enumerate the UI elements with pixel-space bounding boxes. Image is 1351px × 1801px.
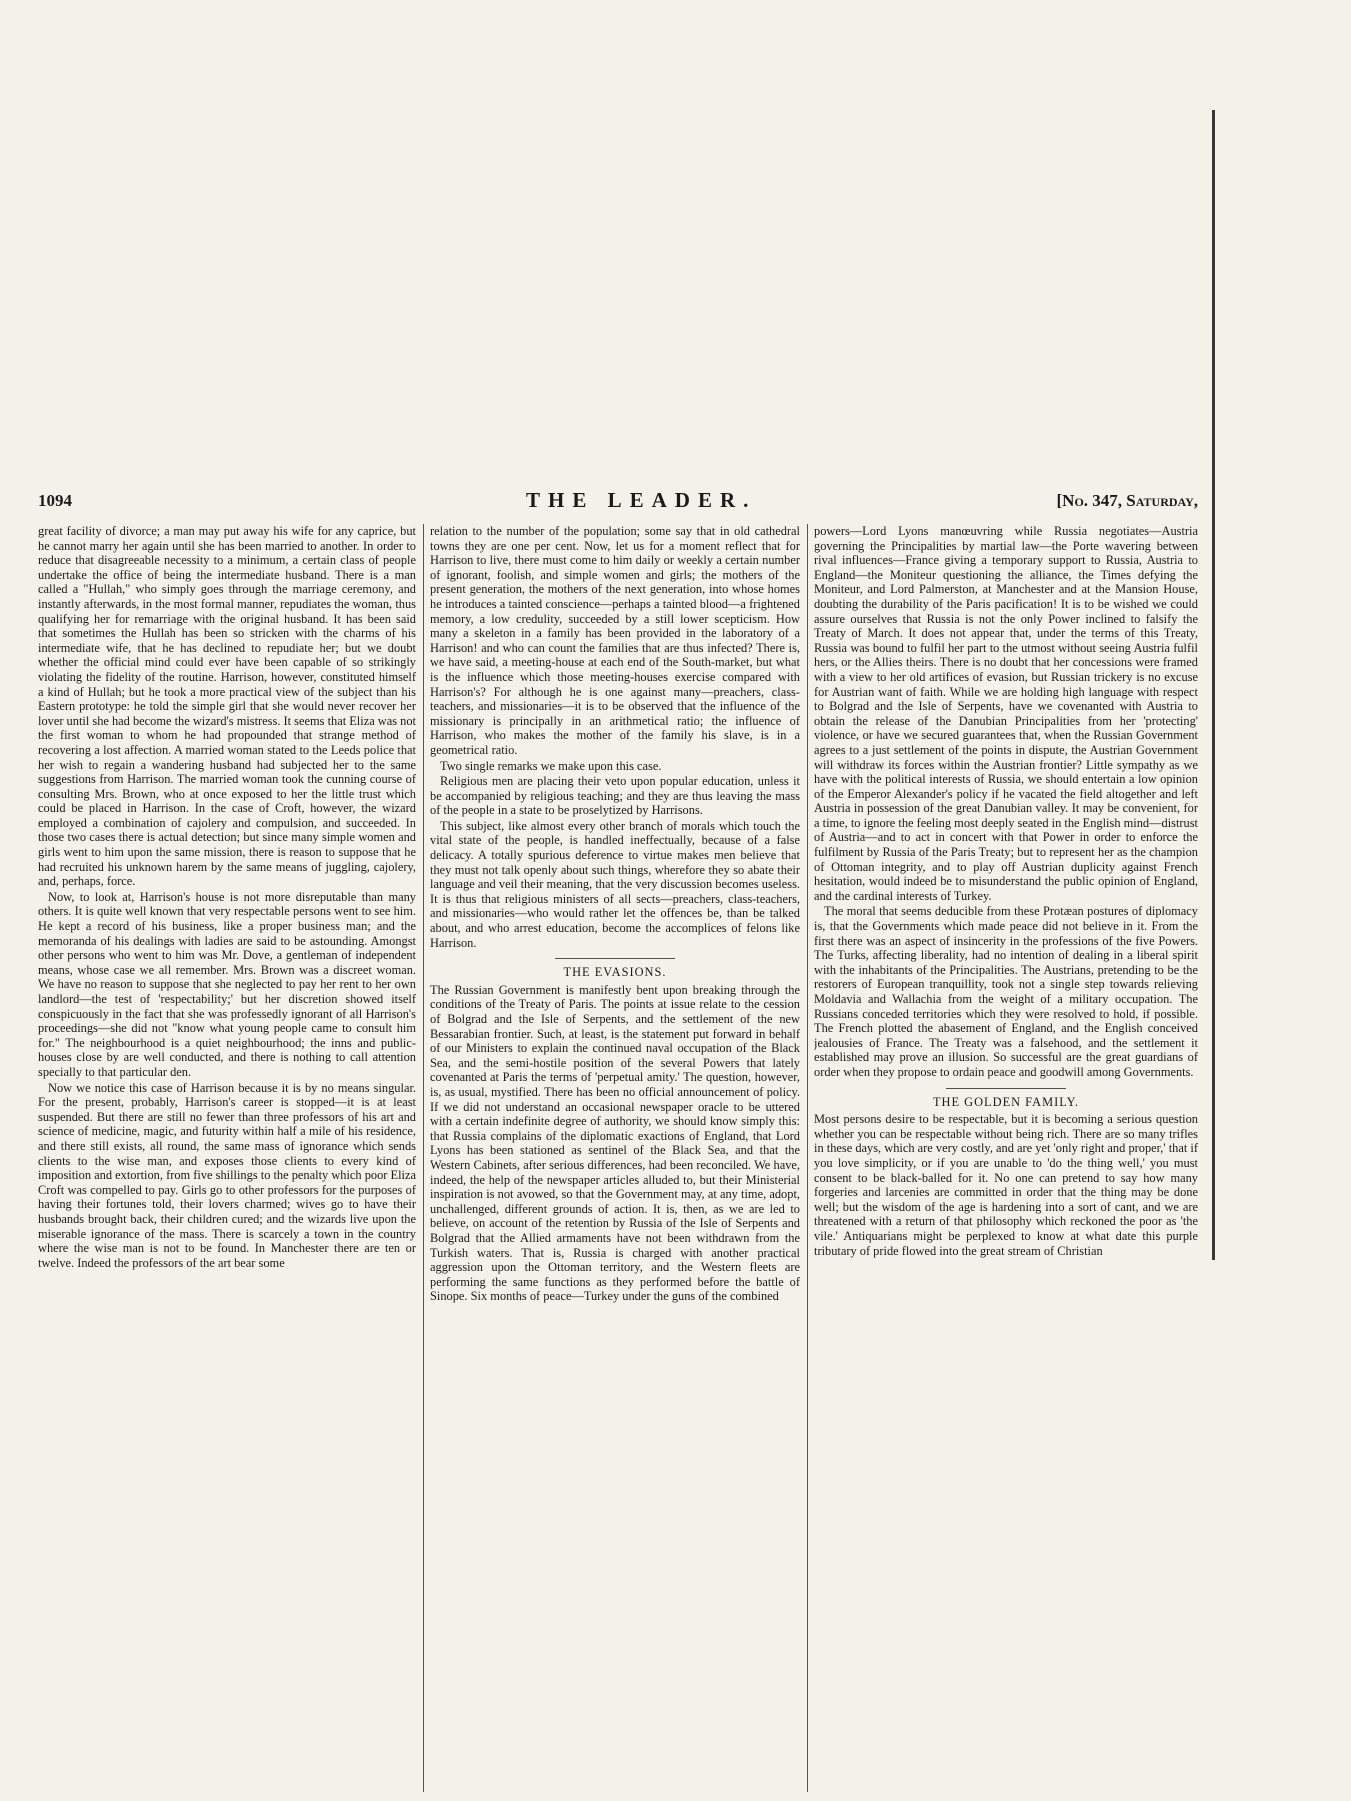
section-divider: [946, 1088, 1066, 1089]
paragraph: The moral that seems deducible from these Protæan postures of diplomacy is, that the Governments which made peace did not believe in it. From the first there was an aspect of insincerity in the professions of the five Powers. The Turks, affecting liberality, had no intention of dealing in a liberal spirit with the inhabitants of the Principalities. The Austrians, pretending to be the restorers of European tranquillity, took not a single step towards relieving Moldavia and Wallachia from the weight of a military occupation. The Russians conceded territories which they were resolved to hold, if possible. The French plotted the abasement of England, and the English conceived jealousies of France. The Treaty was a falsehood, and the settlement it established may prove an illusion. So successful are the great guardians of order when they propose to ordain peace and goodwill among Governments.: [814, 904, 1198, 1079]
paragraph: relation to the number of the population; some say that in old cathedral towns they are one per cent. Now, let us for a moment reflect that for Harrison to live, there must come to him daily or weekly a certain number of ignorant, foolish, and simple women and girls; the mothers of the present generation, the mothers of the next generation, into whose homes he introduces a tainted conscience—perhaps a tainted blood—a frightened memory, a low credulity, succeeded by a still lower scepticism. How many a skeleton in a family has been provided in the laboratory of a Harrison! and who can count the families that are thus infected? There is, we have said, a meeting-house at each end of the South-market, but what is the influence which those meeting-houses exercise compared with Harrison's? For although he is one against many—preachers, class-teachers, and missionaries—it is to be observed that the influence of the missionary is principally in an arithmetical ratio; the influence of Harrison, who makes the mother of the family his slave, is in a geometrical ratio.: [430, 524, 800, 757]
section-heading-golden-family: THE GOLDEN FAMILY.: [932, 1094, 1080, 1109]
paragraph: Two single remarks we make upon this case.: [440, 758, 662, 773]
paragraph: This subject, like almost every other branch of morals which touch the vital state of the people, is handled ineffectually, because of a false delicacy. A totally spurious deference to virtue makes men believe that they must not talk openly about such things, wherefore they so abate their language and veil their meaning, that the very discussion becomes useless. It is thus that religious ministers of all sects—preachers, class-teachers, and missionaries—who would rather let the offences be, than be talked about, and who arrest education, become the accomplices of felons like Harrison.: [430, 818, 800, 950]
paragraph: Most persons desire to be respectable, but it is becoming a serious question whether you can be respectable without being rich. There are so many trifles in these days, which are very costly, and are yet 'only right and proper,' that if you love simplicity, or if you are unable to 'do the thing well,' you must consent to be black-balled for it. No one can pretend to say how many forgeries and larcenies are committed in order that the thing may be done well; but the wisdom of the age is hardening into a sort of cant, and we are threatened with a return of that philosophy which reckoned the poor as 'the vile.' Antiquarians might be perplexed to know at what date this purple tributary of pride flowed into the great stream of Christian: [814, 1112, 1198, 1258]
column-divider: [423, 524, 424, 1792]
section-divider: [555, 958, 675, 959]
paragraph: powers—Lord Lyons manœuvring while Russia negotiates—Austria governing the Principalities by martial law—the Porte wavering between rival influences—France giving a temporary support to Russia, Austria to England—the Moniteur questioning the alliance, the Times defying the Moniteur, and Lord Palmerston, at Manchester and at the Mansion House, doubting the durability of the Paris pacification! It is to be wished we could assure ourselves that Russia is not the only Power inclined to falsify the Treaty of March. It does not appear that, under the terms of this Treaty, Russia was bound to fulfil her part to the utmost without seeing Austria fulfil hers, or the Allies theirs. There is no doubt that her concessions were framed with a view to her old artifices of evasion, but Russian trickery is no excuse for Austrian want of faith. While we are holding high language with respect to Bolgrad and the Isle of Serpents, have we covenanted with Austria to obtain the release of the Danubian Principalities from her 'protecting' violence, or have we secured guarantees that, when the Russian Government agrees to a just settlement of the points in dispute, the Austrian Government will withdraw its forces within the Austrian frontier? Little sympathy as we have with the political interests of Russia, we should entertain a low opinion of the Emperor Alexander's policy if he vacated the field altogether and left Austria in possession of the great Danubian valley. It may be convenient, for a time, to ignore the feeling most deeply seated in the English mind—distrust of Austria—and to act in concert with that Power in order to enforce the fulfilment by Russia of the Paris Treaty; but to represent her as the champion of Ottoman integrity, and to play off Austrian duplicity against French hesitation, would indeed be to misunderstand the public opinion of England, and the cardinal interests of Turkey.: [814, 524, 1198, 903]
paragraph: great facility of divorce; a man may put away his wife for any caprice, but he cannot marry her again until she has been married to another. In order to reduce that disagreeable necessity to a minimum, a certain class of people undertake the office of being the intermediate husband. There is a man called a "Hullah," who simply goes through the marriage ceremony, and instantly afterwards, in the most formal manner, repudiates the woman, thus qualifying her for remarriage with the original husband. It has been said that sometimes the Hullah has been so stricken with the charms of his intermediate wife, that he has declined to repudiate her; but we doubt whether the official mind could ever have been capable of so strikingly violating the fidelity of the routine. Harrison, however, constituted himself a kind of Hullah; but he took a more practical view of the subject than his Eastern prototype: he told the simple girl that she would never recover her lover until she had become the wizard's mistress. It seems that Eliza was not the first woman to whom he had propounded that strange method of recovering a lost affection. A married woman stated to the Leeds police that her wish to regain a wandering husband had subjected her to the same suggestions from Harrison. The married woman took the cunning course of consulting Mrs. Brown, who at once exposed to her the little trust which could be placed in Harrison. In the case of Croft, however, the wizard employed a combination of cajolery and compulsion, and succeeded. In those two cases there is actual detection; but since many simple women and girls went to him upon the same mission, there is reason to suppose that he had recruited his unknown harem by the same means of juggling, cajolery, and, perhaps, force.: [38, 524, 416, 889]
column-3: [814, 524, 1198, 1792]
paragraph: Now, to look at, Harrison's house is not more disreputable than many others. It is quite well known that very respectable persons went to see him. He kept a record of his business, like a proper business man; and the memoranda of his dealings with ladies are said to be astounding. Amongst other persons who went to him was Mr. Dove, a gentleman of independent means, whose case we all remember. Mrs. Brown was a discreet woman. We have no reason to suppose that she neglected to pay her rent to her own landlord—the test of 'respectability;' but her discretion showed itself conspicuously in the fact that she was professedly ignorant of all Harrison's proceedings—she did not "know what young people came to consult him for." The neighbourhood is a quiet neighbourhood; the inns and public-houses close by are well conducted, and there is nothing to call attention specially to that particular den.: [38, 889, 416, 1079]
section-heading-evasions: THE EVASIONS.: [563, 965, 667, 980]
running-header: [38, 488, 1198, 522]
column-2: [430, 524, 800, 1792]
page-number: 1094: [38, 491, 72, 510]
column-1: [38, 524, 416, 1792]
masthead-title: THE LEADER.: [526, 488, 757, 512]
issue-info: [No. 347, Saturday,: [1056, 491, 1198, 510]
article-columns: [38, 524, 1198, 1792]
page-edge-rule: [1212, 110, 1215, 1260]
paragraph: Now we notice this case of Harrison because it is by no means singular. For the present, probably, Harrison's career is stopped—it is at least suspended. But there are still no fewer than three professors of his art and science of medicine, magic, and futurity within half a mile of his residence, and there still exists, all round, the same mass of ignorance which sends clients to the wise man, and exposes those clients to every kind of imposition and extortion, from five shillings to the penalty which poor Eliza Croft was compelled to pay. Girls go to other professors for the purposes of having their fortunes told, their lovers charmed; wives go to have their husbands brought back, their children cured; and the wizards live upon the miserable ignorance of the mass. There is scarcely a town in the country where the wise man is not to be found. In Manchester there are ten or twelve. Indeed the professors of the art bear some: [38, 1080, 416, 1270]
paragraph: Religious men are placing their veto upon popular education, unless it be accompanied by religious teaching; and they are thus leaving the mass of the people in a state to be proselytized by Harrisons.: [430, 774, 800, 818]
column-divider: [807, 524, 808, 1792]
paragraph: The Russian Government is manifestly bent upon breaking through the conditions of the Treaty of Paris. The points at issue relate to the cession of Bolgrad and the Isle of Serpents, and the settlement of the new Bessarabian frontier. Such, at least, is the statement put forward in behalf of our Ministers to explain the continued naval occupation of the Black Sea, and the semi-hostile position of the several Powers that lately covenanted at Paris the terms of 'perpetual amity.' The question, however, is, as usual, mystified. There has been no official announcement of policy. If we did not understand an occasional newspaper oracle to be uttered with a certain indefinite degree of authority, we should know simply this: that Russia complains of the diplomatic exactions of England, that Lord Lyons has been stationed as sentinel of the Black Sea, and that the Western Cabinets, after serious differences, had been reconciled. We have, indeed, the help of the newspaper articles alluded to, but their Ministerial inspiration is not avowed, so that the Government may, at any time, adopt, unchallenged, different grounds of action. It is, then, as we are led to believe, on account of the retention by Russia of the Isle of Serpents and Bolgrad that the Allied armaments have not been withdrawn from the Turkish waters. That is, Russia is charged with another practical aggression upon the Ottoman territory, and the Western fleets are performing the same functions as they performed before the battle of Sinope. Six months of peace—Turkey under the guns of the combined: [430, 982, 800, 1304]
